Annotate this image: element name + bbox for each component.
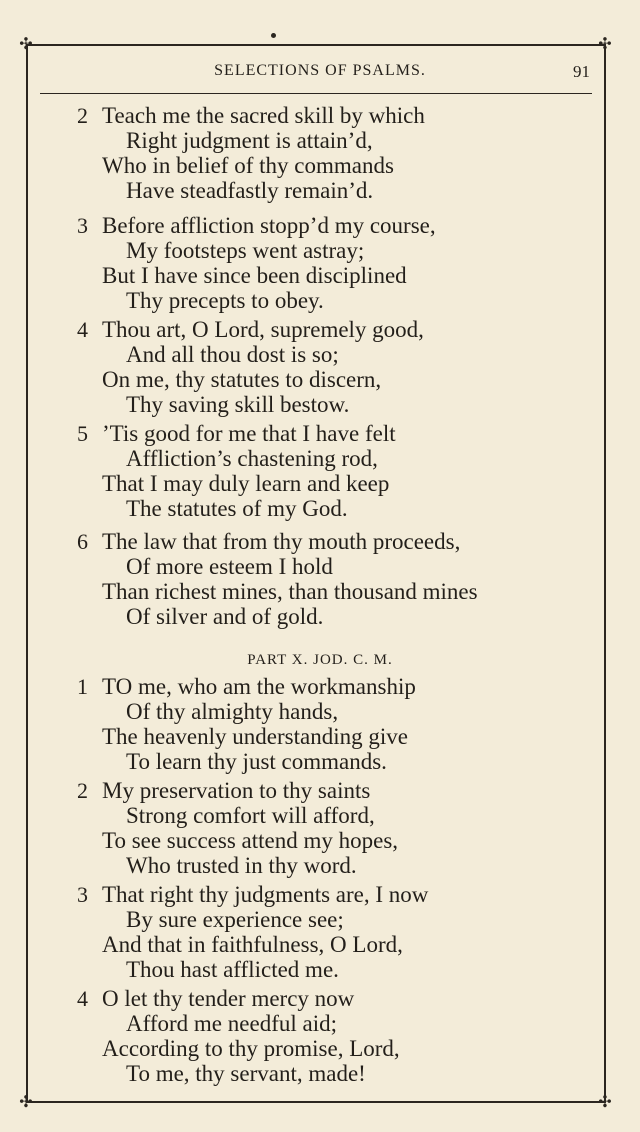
- verse-line: Who in belief of thy commands: [102, 153, 394, 178]
- verse-line: Before affliction stopp’d my course,: [102, 213, 436, 238]
- verse-line: Strong comfort will afford,: [126, 803, 375, 828]
- corner-ornament-icon: ✣: [598, 34, 612, 53]
- verse-number: 2: [77, 778, 88, 803]
- corner-ornament-icon: ✣: [19, 1092, 33, 1111]
- verse-line: Of silver and of gold.: [126, 604, 324, 629]
- verse-line: Thou hast afflicted me.: [126, 957, 339, 982]
- verse-line: And that in faithfulness, O Lord,: [102, 932, 403, 957]
- verse-number: 6: [77, 529, 88, 554]
- verse-line: TO me, who am the workmanship: [102, 674, 416, 699]
- verse-line: Teach me the sacred skill by which: [102, 103, 425, 128]
- right-border-rule: [604, 44, 606, 1103]
- verse-line: Thou art, O Lord, supremely good,: [102, 317, 424, 342]
- verse-line: To me, thy servant, made!: [126, 1061, 366, 1086]
- corner-ornament-icon: ✣: [598, 1092, 612, 1111]
- print-speck: [271, 33, 276, 38]
- verse-line: But I have since been disciplined: [102, 263, 407, 288]
- verse-number: 4: [77, 986, 88, 1011]
- verse-line: Than richest mines, than thousand mines: [102, 579, 478, 604]
- running-head: [40, 62, 600, 84]
- verse-line: My footsteps went astray;: [126, 238, 365, 263]
- verse-line: Right judgment is attain’d,: [126, 128, 373, 153]
- verse-line: O let thy tender mercy now: [102, 986, 355, 1011]
- left-border-rule: [26, 44, 28, 1103]
- bottom-border-rule: [26, 1101, 606, 1103]
- verse-line: To learn thy just commands.: [126, 749, 387, 774]
- verse-number: 5: [77, 421, 88, 446]
- verse-number: 3: [77, 213, 88, 238]
- verse-line: The heavenly understanding give: [102, 724, 408, 749]
- verse-line: Afford me needful aid;: [126, 1011, 337, 1036]
- part-heading: PART X. JOD. C. M.: [247, 652, 393, 668]
- top-border-rule: [26, 44, 606, 46]
- verse-line: Thy precepts to obey.: [126, 288, 324, 313]
- verse-number: 1: [77, 674, 88, 699]
- running-title: SELECTIONS OF PSALMS.: [214, 62, 426, 79]
- verse-line: According to thy promise, Lord,: [102, 1036, 400, 1061]
- verse-line: Thy saving skill bestow.: [126, 392, 350, 417]
- verse-line: My preservation to thy saints: [102, 778, 371, 803]
- verse-line: Affliction’s chastening rod,: [126, 446, 378, 471]
- page-number: 91: [573, 62, 590, 81]
- verse-line: And all thou dost is so;: [126, 342, 339, 367]
- verse-line: The statutes of my God.: [126, 496, 348, 521]
- verse-line: By sure experience see;: [126, 907, 344, 932]
- verse-line: Have steadfastly remain’d.: [126, 178, 374, 203]
- verse-line: To see success attend my hopes,: [102, 828, 399, 853]
- verse-line: On me, thy statutes to discern,: [102, 367, 382, 392]
- header-rule: [40, 93, 592, 94]
- verse-line: The law that from thy mouth proceeds,: [102, 529, 461, 554]
- verse-number: 4: [77, 317, 88, 342]
- verse-number: 2: [77, 103, 88, 128]
- verse-line: Of more esteem I hold: [126, 554, 333, 579]
- corner-ornament-icon: ✣: [19, 34, 33, 53]
- verse-line: Of thy almighty hands,: [126, 699, 339, 724]
- verse-line: ’Tis good for me that I have felt: [102, 421, 396, 446]
- verse-line: Who trusted in thy word.: [126, 853, 357, 878]
- verse-line: That I may duly learn and keep: [102, 471, 390, 496]
- verse-number: 3: [77, 882, 88, 907]
- verse-line: That right thy judgments are, I now: [102, 882, 429, 907]
